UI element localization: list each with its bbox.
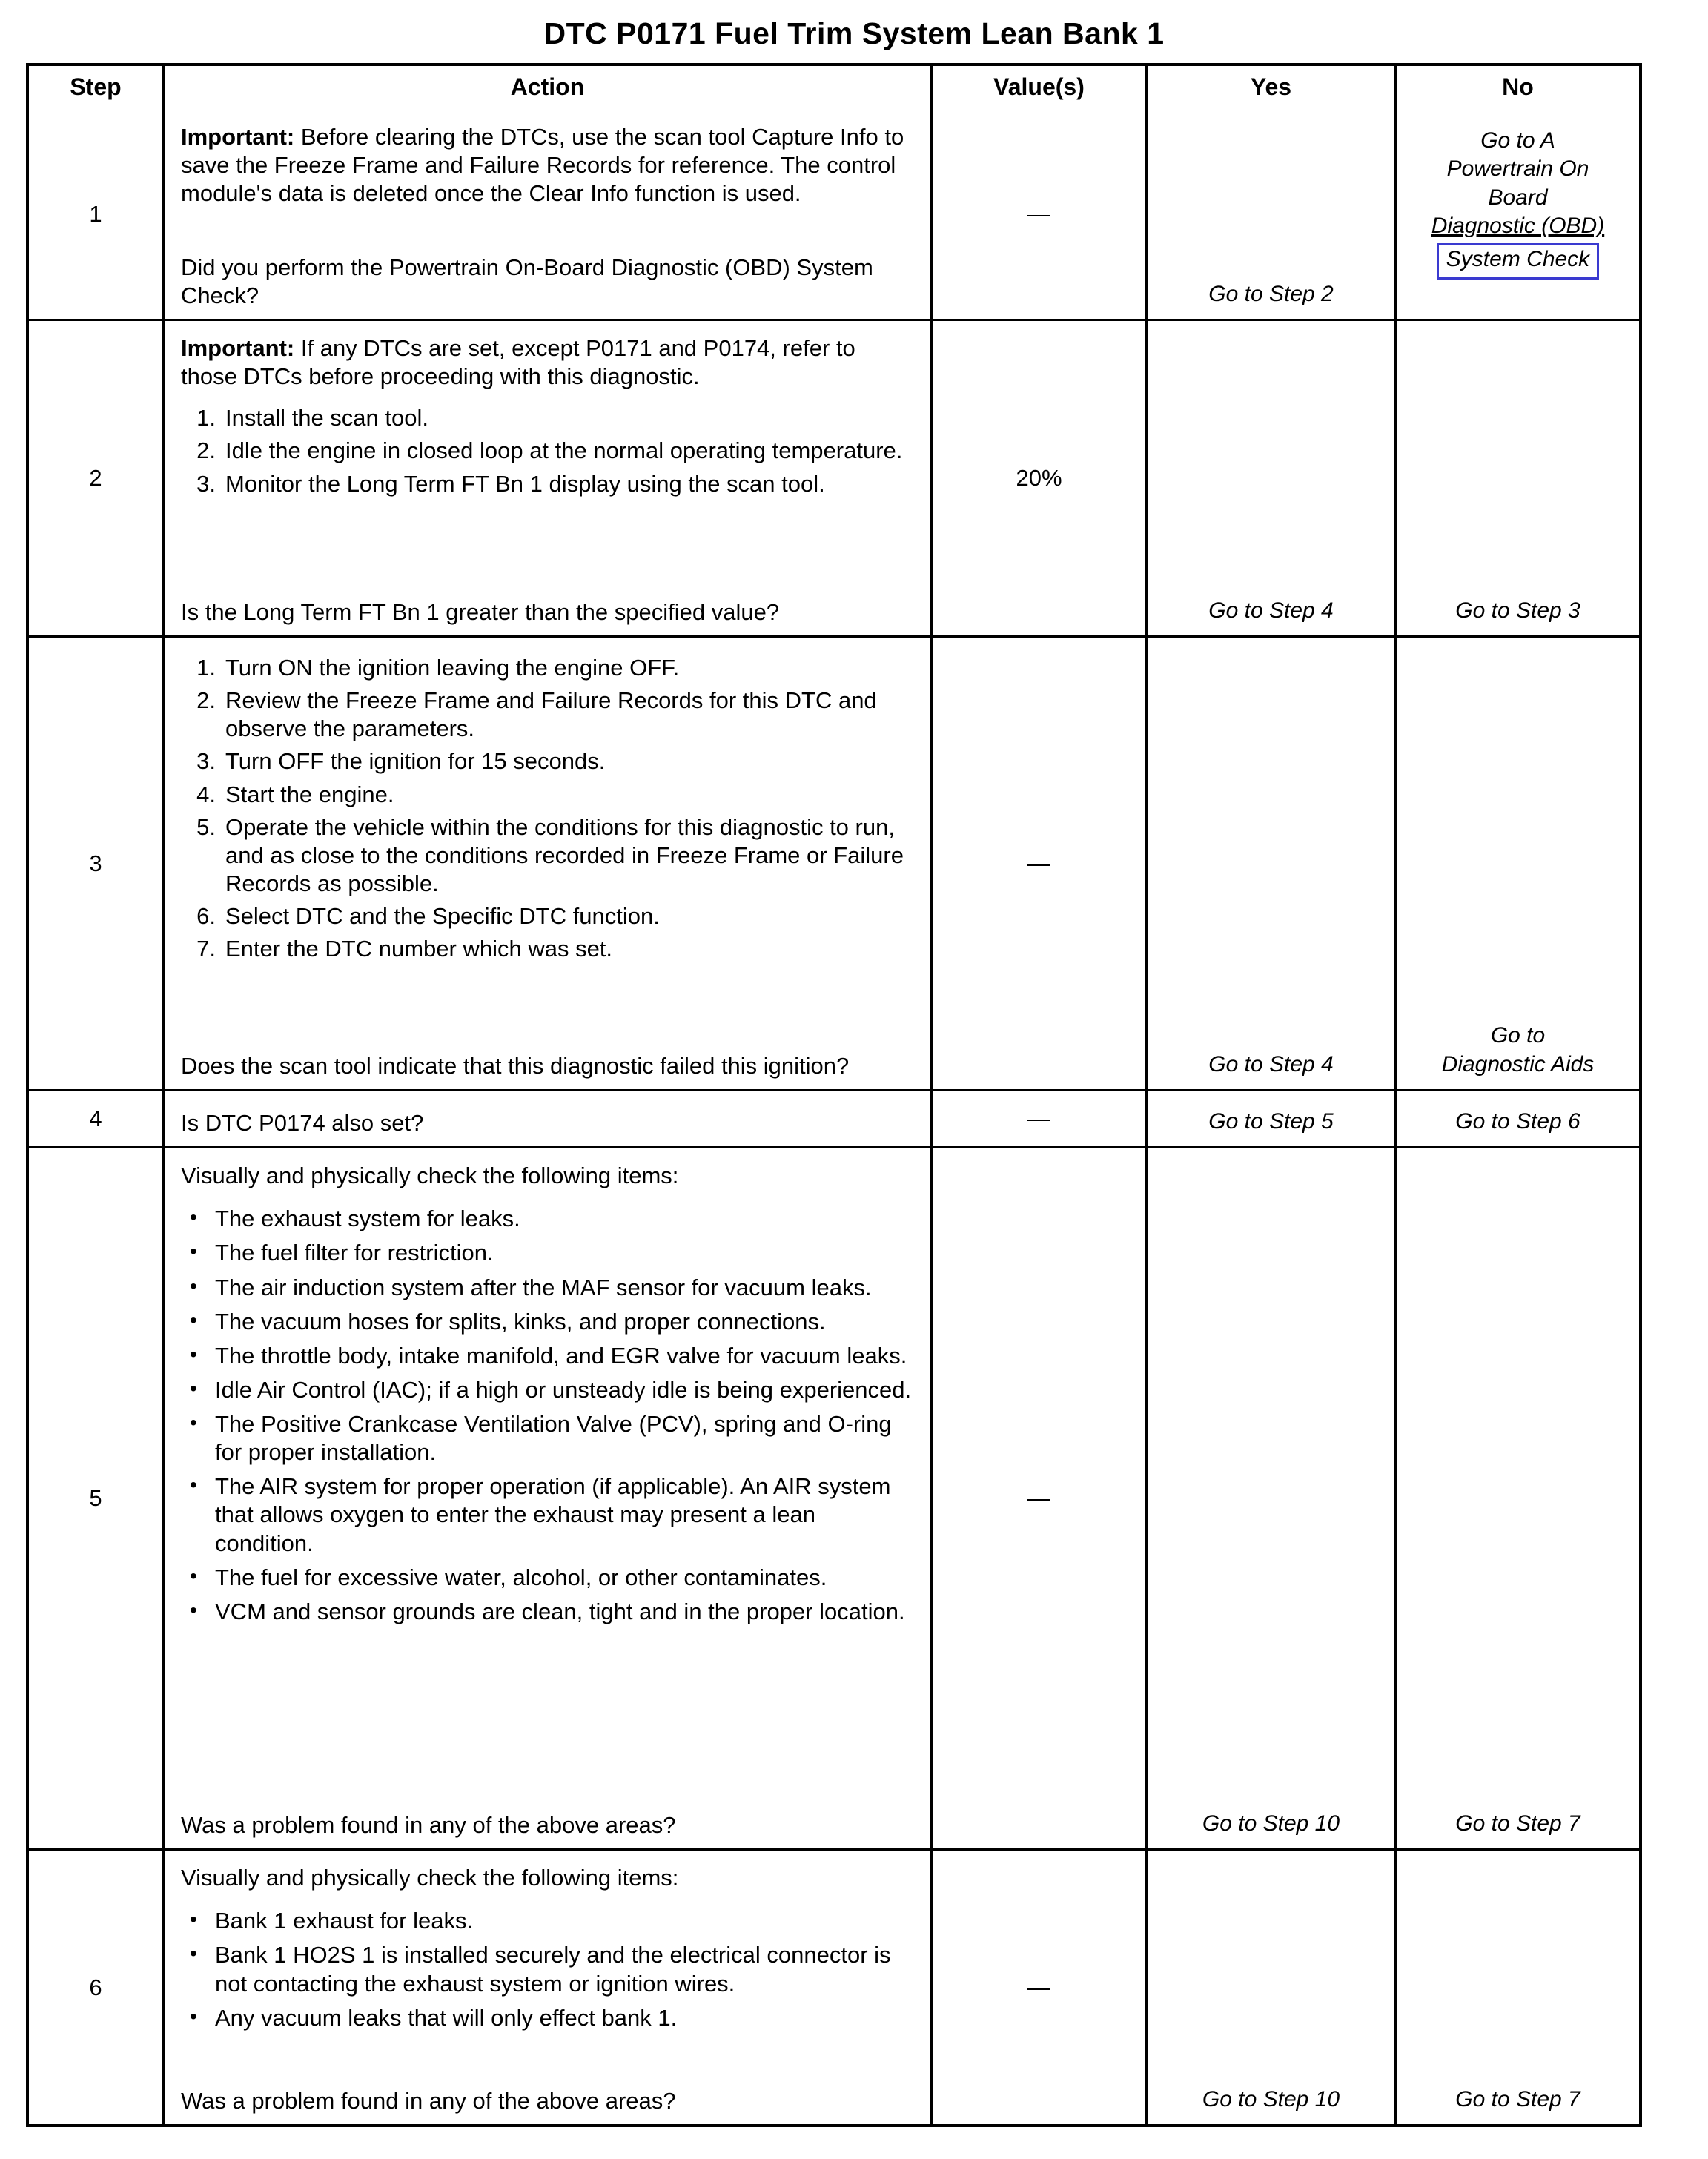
bullet-icon: •	[190, 1308, 197, 1332]
item-text: Idle the engine in closed loop at the normal operating temperature.	[225, 437, 903, 464]
numbered-item	[191, 935, 913, 963]
question-text: Is DTC P0174 also set?	[181, 1110, 424, 1136]
item-text: The fuel filter for restriction.	[215, 1240, 494, 1266]
value-cell: —	[930, 1851, 1145, 2124]
numbered-item	[191, 781, 913, 809]
bullet-item	[190, 1907, 913, 1935]
bullet-list	[181, 1901, 913, 2038]
numbered-item	[191, 813, 913, 898]
item-text: Review the Freeze Frame and Failure Records for this DTC and observe the parameters.	[225, 687, 877, 742]
table-row-step-5	[29, 1146, 1639, 1848]
question-text: Is the Long Term FT Bn 1 greater than the specified value?	[181, 598, 780, 625]
item-number: 2.	[196, 437, 216, 464]
item-number: 3.	[196, 470, 216, 497]
page-title: DTC P0171 Fuel Trim System Lean Bank 1	[543, 16, 1165, 50]
bullet-icon: •	[190, 1564, 197, 1587]
action-cell	[162, 110, 930, 319]
item-text: The vacuum hoses for splits, kinks, and proper connections.	[215, 1308, 826, 1335]
header-no: No	[1394, 66, 1639, 110]
bullet-item	[190, 1274, 913, 1302]
item-text: Monitor the Long Term FT Bn 1 display using the scan tool.	[225, 470, 825, 497]
table-header-row	[29, 66, 1639, 110]
bullet-icon: •	[190, 1240, 197, 1263]
no-cell: Go to Step 7	[1394, 1148, 1639, 1848]
yes-cell: Go to Step 4	[1145, 638, 1394, 1089]
important-label: Important:	[181, 335, 301, 361]
numbered-item	[191, 654, 913, 682]
bullet-item	[190, 1472, 913, 1557]
header-values: Value(s)	[930, 66, 1145, 110]
action-cell	[162, 321, 930, 635]
bullet-item	[190, 1205, 913, 1233]
value-cell: —	[930, 1148, 1145, 1848]
item-text: Select DTC and the Specific DTC function.	[225, 903, 660, 929]
goto-reference-line: Board	[1488, 185, 1548, 210]
item-text: The exhaust system for leaks.	[215, 1206, 520, 1232]
bullet-item	[190, 1376, 913, 1404]
item-text: Turn ON the ignition leaving the engine OFF.	[225, 655, 680, 681]
bullet-icon: •	[190, 1942, 197, 1965]
item-number: 5.	[196, 813, 216, 840]
no-cell: Go to Step 7	[1394, 1851, 1639, 2124]
value-cell: —	[930, 638, 1145, 1089]
item-text: Turn OFF the ignition for 15 seconds.	[225, 748, 606, 775]
action-paragraph: Important: Before clearing the DTCs, use the scan tool Capture Info to save the Freeze Frame and Failure Records for reference. The control module's data is deleted once the Clear Info function is used.	[181, 124, 904, 207]
bullet-item	[190, 1308, 913, 1336]
action-paragraph: Visually and physically check the following items:	[181, 1865, 679, 1891]
action-paragraph: Visually and physically check the following items:	[181, 1163, 679, 1189]
bullet-icon: •	[190, 1411, 197, 1434]
no-cell	[1394, 110, 1639, 319]
item-number: 3.	[196, 748, 216, 775]
yes-cell: Go to Step 4	[1145, 321, 1394, 635]
step-number: 4	[89, 1105, 102, 1132]
item-text: The throttle body, intake manifold, and EGR valve for vacuum leaks.	[215, 1342, 907, 1369]
goto-reference-line	[1437, 241, 1599, 280]
bullet-icon: •	[190, 1598, 197, 1621]
item-text: The Positive Crankcase Ventilation Valve (PCV), spring and O-ring for proper installation.	[215, 1411, 892, 1466]
item-text: Install the scan tool.	[225, 405, 428, 432]
no-cell	[1394, 638, 1639, 1089]
numbered-item	[191, 437, 913, 465]
question-text: Does the scan tool indicate that this diagnostic failed this ignition?	[181, 1052, 850, 1079]
item-text: The AIR system for proper operation (if applicable). An AIR system that allows oxygen to enter the exhaust may present a lean condition.	[215, 1473, 891, 1556]
item-text: The air induction system after the MAF sensor for vacuum leaks.	[215, 1274, 872, 1300]
bullet-list	[181, 1199, 913, 1632]
numbered-item	[191, 687, 913, 743]
item-text: Bank 1 HO2S 1 is installed securely and the electrical connector is not contacting the exhaust system or ignition wires.	[215, 1942, 891, 1997]
question-text: Was a problem found in any of the above areas?	[181, 2088, 676, 2114]
action-paragraph: Important: If any DTCs are set, except P0171 and P0174, refer to those DTCs before proceeding with this diagnostic.	[181, 335, 855, 390]
step-number: 6	[89, 1974, 102, 2000]
important-label: Important:	[181, 124, 301, 150]
header-yes: Yes	[1145, 66, 1394, 110]
action-cell	[162, 638, 930, 1089]
numbered-list	[181, 400, 913, 502]
bullet-icon: •	[190, 1206, 197, 1229]
numbered-item	[191, 747, 913, 776]
table-row-step-3	[29, 635, 1639, 1089]
goto-reference-line	[1431, 212, 1604, 240]
item-text: Operate the vehicle within the conditions for this diagnostic to run, and as close to the conditions recorded in Freeze Frame or Failure Records as possible.	[225, 813, 904, 896]
bullet-icon: •	[190, 1376, 197, 1400]
value-cell: 20%	[930, 321, 1145, 635]
bullet-item	[190, 1564, 913, 1592]
bullet-item	[190, 1410, 913, 1467]
table-row-step-2	[29, 319, 1639, 635]
diagnostic-table	[26, 63, 1642, 2127]
system-check-link[interactable]: System Check	[1437, 243, 1599, 280]
question-text: Was a problem found in any of the above areas?	[181, 1812, 676, 1838]
bullet-icon: •	[190, 2004, 197, 2028]
no-cell: Go to Step 6	[1394, 1091, 1639, 1146]
action-cell	[162, 1148, 930, 1848]
bullet-icon: •	[190, 1342, 197, 1366]
bullet-icon: •	[190, 1908, 197, 1931]
goto-reference-line: Go to A	[1480, 128, 1555, 153]
step-number: 5	[89, 1485, 102, 1512]
item-number: 4.	[196, 781, 216, 807]
item-number: 7.	[196, 936, 216, 962]
yes-cell: Go to Step 10	[1145, 1851, 1394, 2124]
item-text: Idle Air Control (IAC); if a high or unsteady idle is being experienced.	[215, 1376, 912, 1403]
action-cell	[162, 1091, 930, 1146]
item-number: 1.	[196, 405, 216, 432]
numbered-list	[181, 649, 913, 968]
item-text: The fuel for excessive water, alcohol, or other contaminates.	[215, 1564, 827, 1590]
yes-cell: Go to Step 2	[1145, 110, 1394, 319]
item-text: Start the engine.	[225, 781, 394, 807]
numbered-item	[191, 902, 913, 930]
bullet-icon: •	[190, 1274, 197, 1297]
obd-diagnostic-link[interactable]: Diagnostic (OBD)	[1431, 214, 1605, 239]
bullet-item	[190, 2004, 913, 2032]
step-number: 1	[89, 201, 102, 227]
no-cell: Go to Step 3	[1394, 321, 1639, 635]
step-number: 3	[89, 850, 102, 876]
item-number: 2.	[196, 687, 216, 714]
table-row-step-4	[29, 1089, 1639, 1146]
yes-cell: Go to Step 10	[1145, 1148, 1394, 1848]
header-action: Action	[162, 66, 930, 110]
bullet-item	[190, 1239, 913, 1267]
table-row-step-6	[29, 1848, 1639, 2124]
goto-reference-line: Diagnostic Aids	[1441, 1051, 1595, 1077]
item-text: Any vacuum leaks that will only effect bank 1.	[215, 2004, 678, 2031]
numbered-item	[191, 404, 913, 432]
table-row-step-1	[29, 110, 1639, 319]
item-number: 6.	[196, 903, 216, 929]
bullet-item	[190, 1342, 913, 1370]
item-text: Bank 1 exhaust for leaks.	[215, 1908, 474, 1934]
bullet-item	[190, 1598, 913, 1626]
yes-cell: Go to Step 5	[1145, 1091, 1394, 1146]
item-text: VCM and sensor grounds are clean, tight and in the proper location.	[215, 1598, 905, 1624]
header-step: Step	[70, 73, 122, 100]
value-cell: —	[930, 110, 1145, 319]
action-cell	[162, 1851, 930, 2124]
question-text: Did you perform the Powertrain On-Board Diagnostic (OBD) System Check?	[181, 254, 873, 308]
goto-reference-line: Go to	[1490, 1023, 1546, 1048]
numbered-item	[191, 470, 913, 498]
bullet-icon: •	[190, 1473, 197, 1497]
goto-reference-line: Powertrain On	[1446, 156, 1589, 182]
item-number: 1.	[196, 655, 216, 681]
bullet-item	[190, 1941, 913, 1997]
step-number: 2	[89, 465, 102, 491]
item-text: Enter the DTC number which was set.	[225, 936, 613, 962]
value-cell: —	[930, 1091, 1145, 1146]
